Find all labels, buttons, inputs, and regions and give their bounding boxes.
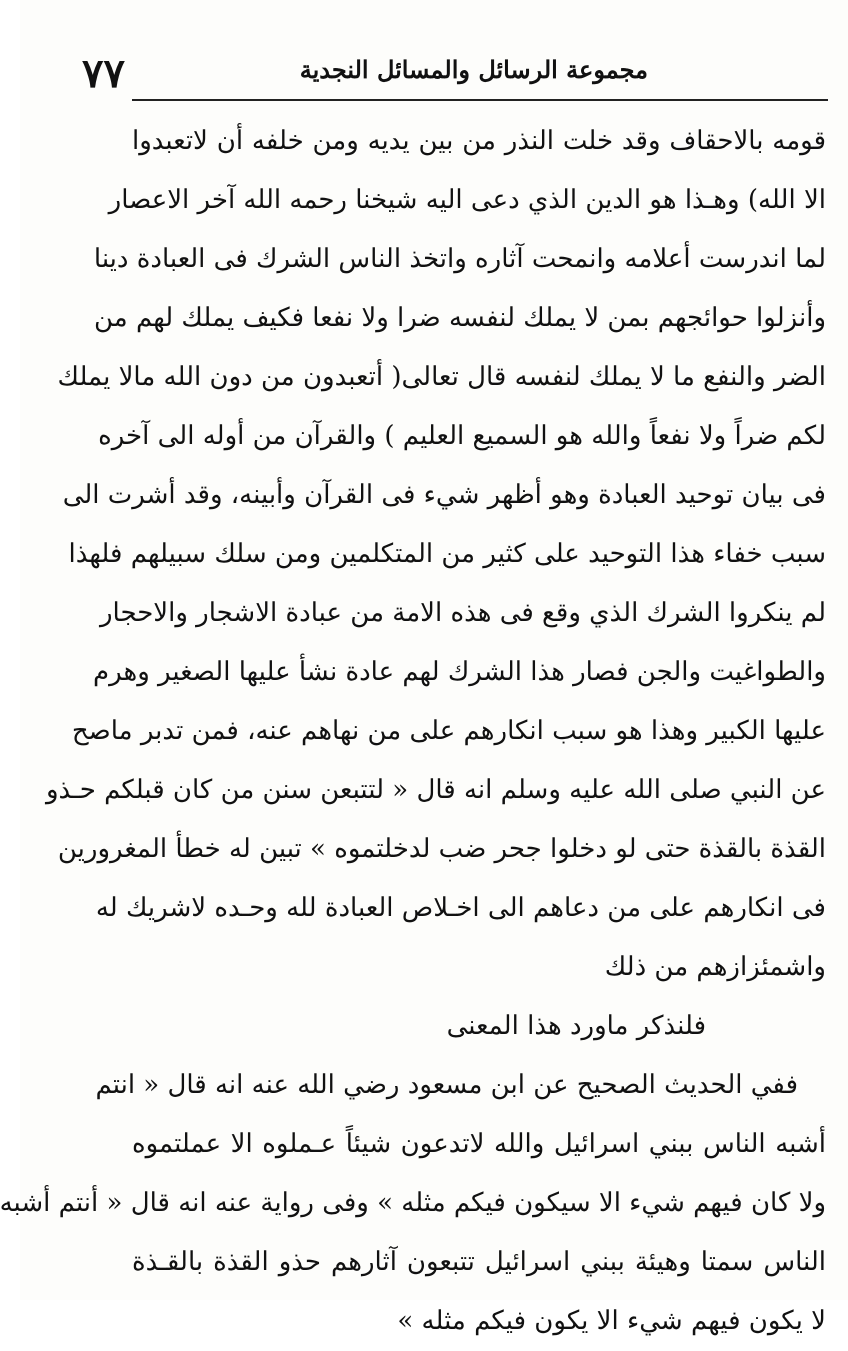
text-line: سبب خفاء هذا التوحيد على كثير من المتكلمين ومن سلك سبيلهم فلهذا <box>68 539 826 569</box>
text-line: لم ينكروا الشرك الذي وقع فى هذه الامة من عبادة الاشجار والاحجار <box>99 598 826 628</box>
header-divider <box>132 99 828 101</box>
text-line: وأنزلوا حوائجهم بمن لا يملك لنفسه ضرا ولا نفعا فكيف يملك لهم من <box>93 303 826 333</box>
text-line: لما اندرست أعلامه وانمحت آثاره واتخذ الناس الشرك فى العبادة دينا <box>93 244 826 274</box>
text-line: عليها الكبير وهذا هو سبب انكارهم على من نهاهم عنه، فمن تدبر ماصح <box>71 716 826 746</box>
text-line: لا يكون فيهم شيء الا يكون فيكم مثله » <box>397 1306 826 1336</box>
text-line: القذة بالقذة حتى لو دخلوا جحر ضب لدخلتموه » تبين له خطأ المغرورين <box>57 834 826 864</box>
text-line: الناس سمتا وهيئة ببني اسرائيل تتبعون آثارهم حذو القذة بالقـذة <box>132 1247 826 1277</box>
text-line: والطواغيت والجن فصار هذا الشرك لهم عادة نشأ عليها الصغير وهرم <box>93 657 826 687</box>
body-text <box>0 112 826 1351</box>
text-line: ففي الحديث الصحيح عن ابن مسعود رضي الله عنه انه قال « انتم <box>95 1070 798 1100</box>
text-line: لكم ضراً ولا نفعاً والله هو السميع العليم ) والقرآن من أوله الى آخره <box>98 421 826 451</box>
text-line: فى بيان توحيد العبادة وهو أظهر شيء فى القرآن وأبينه، وقد أشرت الى <box>62 480 826 510</box>
text-line: الضر والنفع ما لا يملك لنفسه قال تعالى( أتعبدون من دون الله مالا يملك <box>57 362 826 392</box>
text-line: أشبه الناس ببني اسرائيل والله لاتدعون شيئاً عـملوه الا عملتموه <box>132 1129 826 1159</box>
running-title: مجموعة الرسائل والمسائل النجدية <box>299 55 648 84</box>
page-number: ٧٧ <box>82 50 125 97</box>
text-line: واشمئزازهم من ذلك <box>604 952 826 982</box>
section-heading: فلنذكر ماورد هذا المعنى <box>446 1011 706 1041</box>
text-line: قومه بالاحقاف وقد خلت النذر من بين يديه ومن خلفه أن لاتعبدوا <box>132 126 826 156</box>
text-line: عن النبي صلى الله عليه وسلم انه قال « لتتبعن سنن من كان قبلكم حـذو <box>45 775 826 805</box>
text-line: الا الله) وهـذا هو الدين الذي دعى اليه شيخنا رحمه الله آخر الاعصار <box>108 185 826 215</box>
text-line: فى انكارهم على من دعاهم الى اخـلاص العبادة لله وحـده لاشريك له <box>95 893 826 923</box>
text-line: ولا كان فيهم شيء الا سيكون فيكم مثله » وفى رواية عنه انه قال « أنتم أشبه <box>0 1188 826 1218</box>
